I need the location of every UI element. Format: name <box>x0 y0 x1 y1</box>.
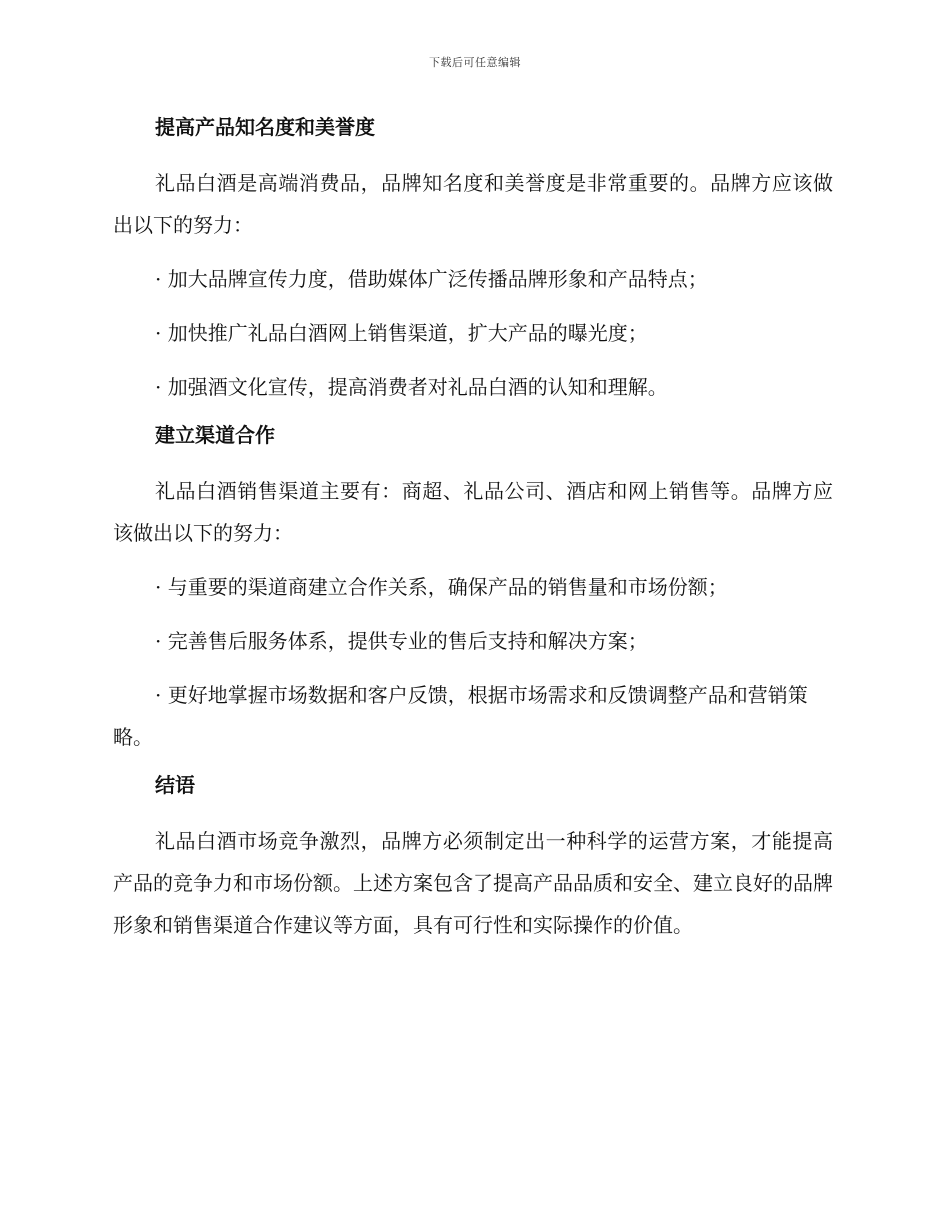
bullet-item: · 完善售后服务体系，提供专业的售后支持和解决方案； <box>155 629 648 653</box>
header-note: 下载后可任意编辑 <box>429 56 521 69</box>
section-intro: 礼品白酒是高端消费品，品牌知名度和美誉度是非常重要的。品牌方应该做出以下的努力： <box>113 171 833 237</box>
bullet-item: · 加强酒文化宣传，提高消费者对礼品白酒的认知和理解。 <box>155 375 668 399</box>
bullet-item: · 更好地掌握市场数据和客户反馈，根据市场需求和反馈调整产品和营销策略。 <box>113 683 808 749</box>
section-intro: 礼品白酒销售渠道主要有：商超、礼品公司、酒店和网上销售等。品牌方应该做出以下的努力： <box>113 479 833 545</box>
document-body <box>113 112 833 958</box>
section-brand-awareness <box>113 112 833 408</box>
bullet-item: · 与重要的渠道商建立合作关系，确保产品的销售量和市场份额； <box>155 575 728 599</box>
section-channel-cooperation <box>113 420 833 758</box>
section-conclusion <box>113 770 833 946</box>
section-heading: 提高产品知名度和美誉度 <box>155 115 375 139</box>
section-intro: 礼品白酒市场竞争激烈，品牌方必须制定出一种科学的运营方案，才能提高产品的竞争力和市场份额。上述方案包含了提高产品品质和安全、建立良好的品牌形象和销售渠道合作建议等方面，具有可行性和实际操作的价值。 <box>113 829 833 937</box>
bullet-item: · 加快推广礼品白酒网上销售渠道，扩大产品的曝光度； <box>155 321 648 345</box>
bullet-item: · 加大品牌宣传力度，借助媒体广泛传播品牌形象和产品特点； <box>155 267 708 291</box>
section-heading: 建立渠道合作 <box>155 423 275 447</box>
section-heading: 结语 <box>155 773 195 797</box>
